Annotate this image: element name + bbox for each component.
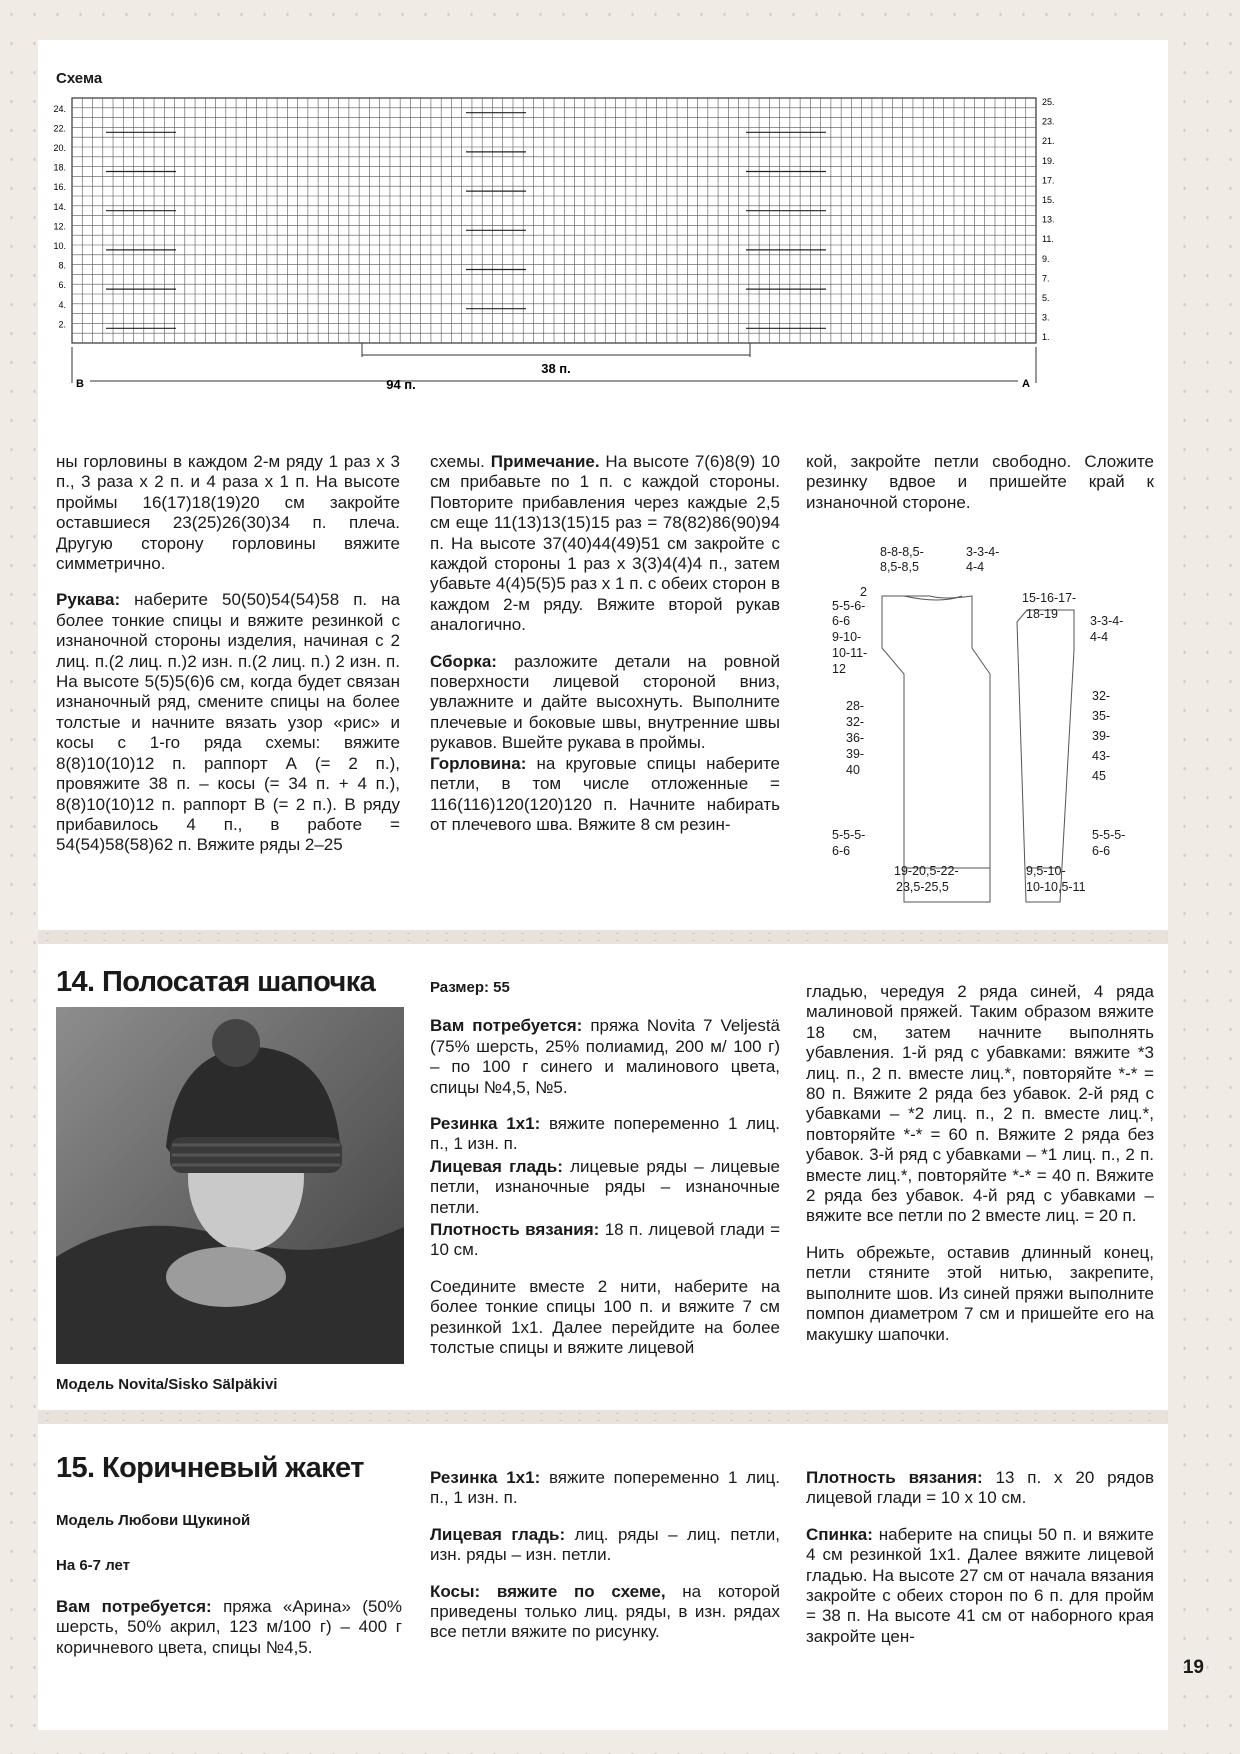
jacket-cables-paragraph bbox=[430, 1582, 780, 1643]
jacket-back-label: Спинка: bbox=[806, 1524, 873, 1544]
note-pre: схемы. bbox=[430, 452, 485, 471]
jacket-cables-text: на которой приведены только лиц. ряды, в изн. рядах все петли вяжите по рисунку. bbox=[430, 1581, 780, 1642]
dim-armhole-2: 6-6 bbox=[832, 614, 851, 628]
sleeves-label: Рукава: bbox=[56, 590, 121, 610]
sleeves-paragraph bbox=[56, 590, 400, 855]
dim-rib-2: 6-6 bbox=[832, 844, 851, 858]
dim-sleeve-len-3: 39- bbox=[1092, 729, 1111, 743]
jacket-gauge-text: 13 п. х 20 рядов лицевой глади = 10 х 10 см. bbox=[806, 1468, 1154, 1508]
dim-shoulder-1: 8-8-8,5- bbox=[880, 545, 924, 559]
dim-cap-2: 4-4 bbox=[1090, 630, 1109, 644]
neckband-text: на круговые спицы наберите петли, в том числе отложенные = 116(116)120(120)120 п. Начните набирать от плечевого шва. Вяжите 8 см резин- bbox=[430, 753, 781, 834]
row-number-left: 6. bbox=[58, 280, 66, 291]
dim-length-5: 40 bbox=[846, 763, 860, 777]
jacket-column-1 bbox=[56, 1597, 402, 1674]
dim-sleeve-len-2: 35- bbox=[1092, 709, 1111, 723]
dim-neck-1: 3-3-4- bbox=[966, 545, 1000, 559]
hat-stockinette-label: Лицевая гладь: bbox=[430, 1156, 563, 1176]
jacket-cables-label: Косы: bbox=[430, 1581, 481, 1601]
hat-rib-label: Резинка 1х1: bbox=[430, 1114, 541, 1134]
dim-cap-1: 3-3-4- bbox=[1090, 614, 1124, 628]
dim-width-1: 19-20,5-22- bbox=[894, 864, 959, 878]
row-number-left: 16. bbox=[53, 182, 66, 193]
jacket-rib-paragraph bbox=[430, 1468, 780, 1509]
dim-armhole-1: 5-5-6- bbox=[832, 599, 866, 613]
dim-armhole-3: 9-10- bbox=[832, 630, 862, 644]
row-number-right: 11. bbox=[1042, 234, 1054, 245]
dim-cuff-width-1: 9,5-10- bbox=[1026, 864, 1066, 878]
jacket-materials-label: Вам потребуется: bbox=[56, 1597, 212, 1616]
row-number-left: 4. bbox=[58, 299, 66, 310]
hat-photo-caption: Модель Novita/Sisko Sälpäkivi bbox=[56, 1376, 278, 1393]
jacket-stockinette-paragraph bbox=[430, 1525, 780, 1566]
hat-title: 14. Полосатая шапочка bbox=[56, 966, 376, 998]
row-number-right: 9. bbox=[1042, 253, 1050, 264]
chart-mark-b: B bbox=[76, 378, 84, 390]
sweater-schematic bbox=[812, 540, 1172, 910]
dim-neck-2: 4-4 bbox=[966, 560, 985, 574]
dim-rib-1: 5-5-5- bbox=[832, 828, 866, 842]
hat-gauge-label: Плотность вязания: bbox=[430, 1220, 600, 1240]
dim-length-1: 28- bbox=[846, 699, 865, 713]
neckline-text: ны горловины в каждом 2-м ряду 1 раз х 3 п., 3 раза х 2 п. и 4 раза х 1 п. На высоте проймы 16(17)18(19)20 см закройте оставшиеся 23(25)26(30)34 п. плеча. Другую сторону горловины вяжите симметрично. bbox=[56, 452, 400, 574]
jacket-stockinette-label: Лицевая гладь: bbox=[430, 1524, 566, 1544]
jacket-gauge-label: Плотность вязания: bbox=[806, 1468, 983, 1487]
row-number-right: 25. bbox=[1042, 97, 1055, 107]
dim-cuff-width-2: 10-10,5-11 bbox=[1026, 880, 1086, 894]
hat-caston-text: Соедините вместе 2 нити, наберите на более тонкие спицы 100 п. и вяжите 7 см резинкой 1х1. Далее перейдите на более толстые спицы и вяжите лицевой bbox=[430, 1276, 780, 1358]
hat-stockinette-text: лицевые ряды – лицевые петли, изнаночные ряды – изнаночные петли. bbox=[430, 1156, 780, 1217]
hat-gauge-paragraph bbox=[430, 1220, 780, 1261]
jacket-age: На 6-7 лет bbox=[56, 1557, 131, 1574]
hat-materials-label: Вам потребуется: bbox=[430, 1016, 583, 1036]
dim-cuff-1: 5-5-5- bbox=[1092, 828, 1126, 842]
row-number-right: 13. bbox=[1042, 214, 1055, 225]
neckband-label: Горловина: bbox=[430, 753, 527, 773]
sleeve-outline bbox=[1017, 610, 1074, 902]
dim-sleeve-top-2: 18-19 bbox=[1026, 607, 1058, 621]
row-number-left: 18. bbox=[53, 162, 66, 173]
jacket-rib-text: вяжите попеременно 1 лиц. п., 1 изн. п. bbox=[430, 1468, 780, 1508]
row-number-right: 3. bbox=[1042, 312, 1050, 323]
top-column-1 bbox=[56, 452, 400, 872]
note-label: Примечание. bbox=[490, 452, 600, 471]
schema-title: Схема bbox=[56, 70, 103, 87]
section-divider-2 bbox=[38, 1410, 1168, 1424]
row-number-right: 5. bbox=[1042, 293, 1050, 303]
row-number-right: 21. bbox=[1042, 136, 1055, 147]
hat-finish-text: Нить обрежьте, оставив длинный конец, петли стяните этой нитью, закрепите, выполните шов. Из синей пряжи выполните помпон диаметром 7 см и пришейте его на макушку шапочки. bbox=[806, 1242, 1154, 1344]
row-number-right: 19. bbox=[1042, 155, 1055, 166]
dim-length-2: 32- bbox=[846, 715, 865, 729]
jacket-materials-paragraph bbox=[56, 1597, 402, 1658]
jacket-rib-label: Резинка 1х1: bbox=[430, 1468, 541, 1487]
dim-cuff-2: 6-6 bbox=[1092, 844, 1111, 858]
hat-stockinette-paragraph bbox=[430, 1157, 780, 1218]
neckband-paragraph bbox=[430, 754, 780, 836]
row-number-right: 17. bbox=[1042, 175, 1055, 186]
row-number-right: 15. bbox=[1042, 195, 1055, 205]
jacket-title: 15. Коричневый жакет bbox=[56, 1452, 364, 1484]
finishing-text: кой, закройте петли свободно. Сложите резинку вдвое и пришейте край к изнаночной стороне. bbox=[806, 452, 1154, 512]
note-text: На высоте 7(6)8(9) 10 см прибавьте по 1 п. с каждой стороны. Повторите прибавления через каждые 2,5 см еще 11(13)13(15)15 раз = 78(82)86(90)94 п. На высоте 37(40)44(49)51 см закройте с каждой стороны 1 раз х 3(3)4(4)4 п., затем убавьте 4(4)5(5)5 раз х 1 п. с обеих сторон в каждом 2-м ряду. Вяжите второй рукав аналогично. bbox=[430, 452, 780, 635]
hat-photo-svg bbox=[56, 1007, 404, 1364]
jacket-column-2 bbox=[430, 1468, 780, 1659]
dim-shoulder-2: 8,5-8,5 bbox=[880, 560, 919, 574]
assembly-label: Сборка: bbox=[430, 651, 497, 671]
row-number-left: 22. bbox=[53, 123, 66, 134]
row-number-left: 12. bbox=[53, 221, 66, 232]
jacket-stockinette-text: лиц. ряды – лиц. петли, изн. ряды – изн. петли. bbox=[430, 1524, 780, 1565]
hat-rib-paragraph bbox=[430, 1114, 780, 1155]
chart-total-width-label: 94 п. bbox=[386, 377, 416, 392]
hat-column-2 bbox=[430, 978, 780, 1375]
size-text: Размер: 55 bbox=[430, 979, 510, 996]
jacket-column-3 bbox=[806, 1468, 1154, 1663]
row-number-right: 23. bbox=[1042, 116, 1055, 127]
row-number-left: 10. bbox=[53, 241, 66, 251]
hat-gauge-text: 18 п. лицевой глади = 10 см. bbox=[430, 1220, 780, 1260]
dim-length-4: 39- bbox=[846, 747, 865, 761]
dim-sleeve-len-4: 43- bbox=[1092, 749, 1111, 763]
top-column-2 bbox=[430, 452, 780, 851]
row-number-left: 24. bbox=[53, 103, 66, 114]
dim-sleeve-top-1: 15-16-17- bbox=[1022, 591, 1077, 605]
sleeves-text: наберите 50(50)54(54)58 п. на более тонкие спицы и вяжите резинкой с изнаночной стороны изделия, начиная с 2 лиц. п.(2 лиц. п.)2 изн. п.(2 лиц. п.) 2 изн. п. На высоте 5(5)5(6)6 см, когда будет связан изнаночный ряд, смените спицы на более толстые и начните вязать узор «рис» и косы с 1-го ряда схемы: вяжите 8(8)10(10)12 п. раппорт А (= 2 п.), провяжите 38 п. – косы (= 34 п. + 4 п.), 8(8)10(10)12 п. раппорт В (= 2 п.). В ряду прибавилось 4 п., в работе = 54(54)58(58)62 п. Вяжите ряды 2–25 bbox=[56, 590, 400, 855]
chart-center-width-label: 38 п. bbox=[541, 361, 571, 376]
jacket-back-paragraph bbox=[806, 1525, 1154, 1647]
assembly-paragraph bbox=[430, 652, 780, 754]
hat-photo bbox=[56, 1007, 404, 1364]
page-number: 19 bbox=[1182, 1657, 1204, 1678]
assembly-text: разложите детали на ровной поверхности лицевой стороной вниз, увлажните и дайте высохнуть. Выполните плечевые и боковые швы, внутренние швы рукавов. Вшейте рукава в проймы. bbox=[430, 651, 780, 753]
jacket-back-text: наберите на спицы 50 п. и вяжите 4 см резинкой 1х1. Далее вяжите лицевой гладью. На высоте 27 см от начала вязания закройте с обеих сторон по 6 п. для пройм = 38 п. На высоте 41 см от наборного края закройте цен- bbox=[806, 1524, 1154, 1646]
dim-sleeve-len-5: 45 bbox=[1092, 769, 1106, 783]
dim-armhole-4: 10-11- bbox=[832, 646, 868, 660]
hat-column-3 bbox=[806, 982, 1154, 1361]
chart-grid-svg bbox=[46, 90, 1188, 430]
dim-sleeve-len-1: 32- bbox=[1092, 689, 1111, 703]
jacket-materials-text: пряжа «Арина» (50% шерсть, 50% акрил, 123 м/100 г) – 400 г коричневого цвета, спицы №4,5. bbox=[56, 1597, 402, 1657]
knitting-chart bbox=[46, 90, 1188, 430]
row-number-left: 8. bbox=[58, 260, 66, 271]
section-divider bbox=[38, 930, 1168, 944]
hat-rib-text: вяжите попеременно 1 лиц. п., 1 изн. п. bbox=[430, 1114, 780, 1154]
note-paragraph bbox=[430, 452, 780, 636]
row-number-left: 14. bbox=[53, 201, 66, 212]
row-number-left: 20. bbox=[53, 143, 66, 153]
hat-materials-text: пряжа Novita 7 Veljestä (75% шерсть, 25% полиамид, 200 м/ 100 г) – по 100 г синего и малинового цвета, спицы №4,5, №5. bbox=[430, 1016, 780, 1097]
row-number-right: 7. bbox=[1042, 273, 1050, 284]
jacket-model: Модель Любови Щукиной bbox=[56, 1512, 251, 1529]
row-number-right: 1. bbox=[1042, 332, 1050, 343]
top-column-3 bbox=[806, 452, 1154, 529]
chart-mark-a: A bbox=[1022, 378, 1030, 390]
dim-neck-depth: 2 bbox=[860, 585, 867, 599]
row-number-left: 2. bbox=[58, 319, 66, 330]
hat-decrease-text: гладью, чередуя 2 ряда синей, 4 ряда малиновой пряжей. Таким образом вяжите 18 см, затем начните выполнять убавления. 1-й ряд с убавками: вяжите *3 лиц. п., 2 п. вместе лиц.*, повторяйте *-* = 80 п. Вяжите 2 ряда без убавок. 2-й ряд с убавками – *2 лиц. п., 2 п. вместе лиц.*, повторяйте *-* = 60 п. Вяжите 2 ряда без убавок. 3-й ряд с убавками – *1 лиц. п., 2 п. вместе лиц.*, повторяйте *-* = 40 п. Вяжите 2 ряда без убавок. 4-й ряд с убавками – вяжите все петли по 2 вместе лиц. = 20 п. bbox=[806, 982, 1154, 1226]
dim-width-2: 23,5-25,5 bbox=[896, 880, 949, 894]
hat-materials-paragraph bbox=[430, 1016, 780, 1098]
schematic-svg bbox=[812, 540, 1172, 910]
jacket-cables-bold: вяжите по схеме, bbox=[496, 1581, 666, 1601]
jacket-gauge-paragraph bbox=[806, 1468, 1154, 1509]
dim-length-3: 36- bbox=[846, 731, 865, 745]
dim-armhole-5: 12 bbox=[832, 662, 846, 676]
